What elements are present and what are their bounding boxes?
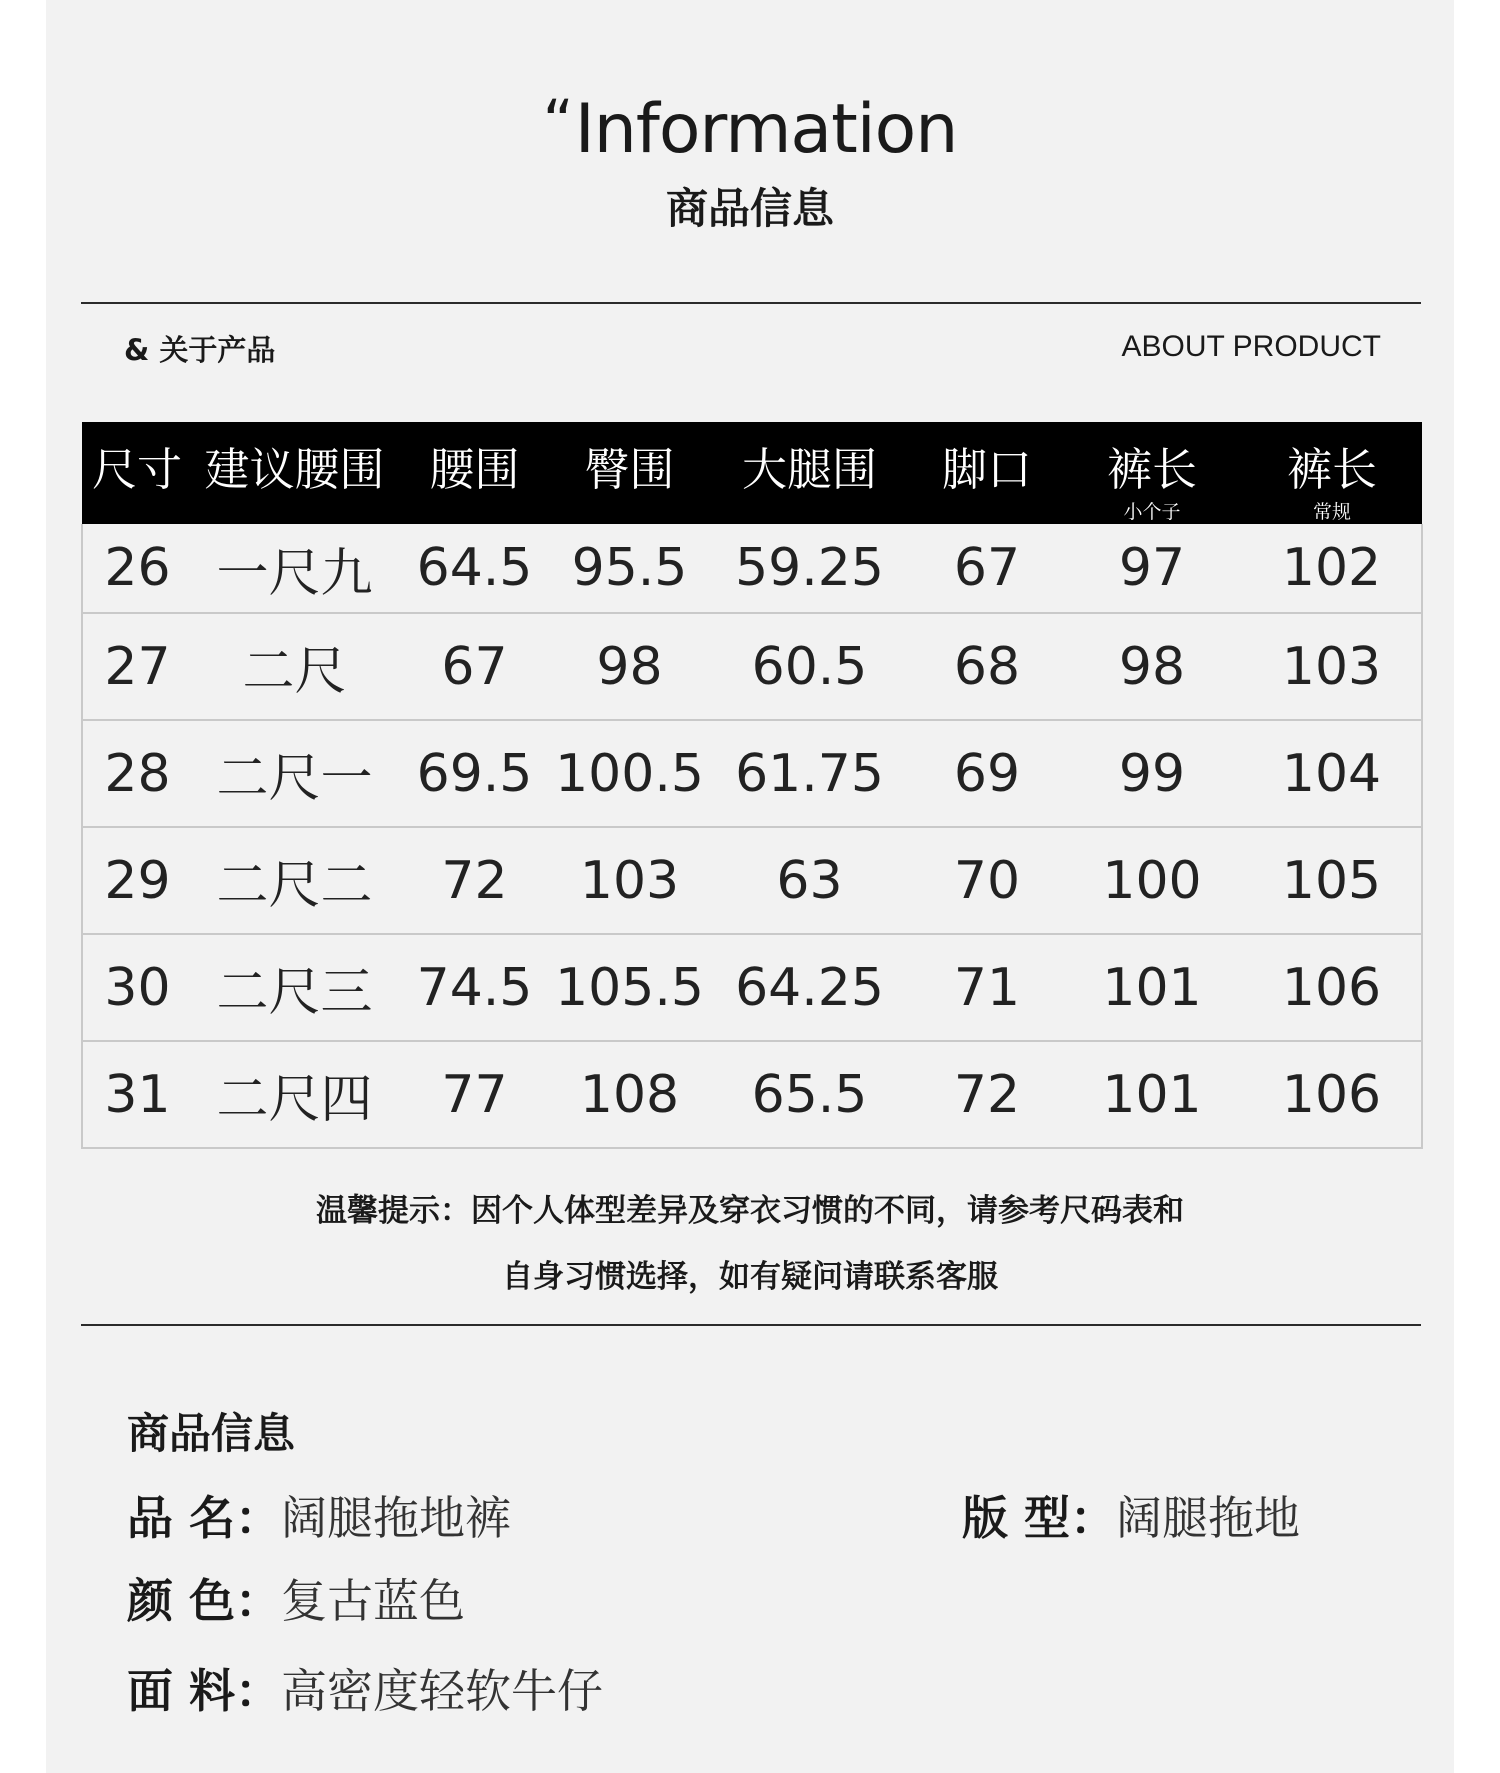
table-cell: 68: [912, 613, 1062, 720]
divider-bottom: [81, 1324, 1421, 1326]
product-fit-row: [962, 1491, 1301, 1545]
table-cell: 61.75: [707, 720, 912, 827]
col-header-size: 尺寸: [82, 422, 192, 524]
quote-mark: “: [542, 87, 573, 157]
page-title-cn: 商品信息: [665, 184, 834, 233]
table-cell: 67: [397, 613, 552, 720]
tip-line-2: 自身习惯选择，如有疑问请联系客服: [502, 1259, 998, 1295]
table-cell: 26: [104, 538, 171, 598]
product-color-value: 复古蓝色: [281, 1574, 466, 1628]
table-row: [82, 720, 1422, 827]
product-color-row: [127, 1574, 466, 1628]
product-color-label: 颜 色：: [127, 1574, 282, 1628]
product-name-row: [127, 1491, 512, 1545]
table-cell: 71: [912, 934, 1062, 1041]
product-fabric-value: 高密度轻软牛仔: [281, 1664, 604, 1718]
table-cell: 二尺三: [192, 934, 397, 1041]
table-cell: 105.5: [552, 934, 707, 1041]
table-cell: 99: [1062, 720, 1242, 827]
table-row: [82, 934, 1422, 1041]
product-name-value: 阔腿拖地裤: [281, 1491, 512, 1545]
table-cell: 67: [953, 538, 1021, 598]
table-cell: 30: [82, 934, 192, 1041]
table-cell: 59.25: [735, 538, 884, 598]
table-cell: 一尺九: [216, 543, 373, 604]
product-fabric-row: [127, 1664, 604, 1718]
col-header-length-petite: 裤长 小个子: [1062, 422, 1242, 524]
table-row: [82, 524, 1422, 613]
col-header-waist: 腰围: [397, 422, 552, 524]
table-cell: 70: [912, 827, 1062, 934]
table-cell: 106: [1242, 1041, 1422, 1148]
product-fit-value: 阔腿拖地: [1116, 1491, 1301, 1545]
table-cell: 103: [1242, 613, 1422, 720]
table-cell: 72: [397, 827, 552, 934]
table-cell: 二尺: [192, 613, 397, 720]
product-fit-label: 版 型：: [962, 1491, 1117, 1545]
table-cell: 95.5: [571, 538, 688, 598]
table-cell: 二尺四: [192, 1041, 397, 1148]
table-cell: 63: [707, 827, 912, 934]
about-label-en: ABOUT PRODUCT: [1121, 330, 1381, 363]
col-header-hip: 臀围: [552, 422, 707, 524]
table-cell: 31: [82, 1041, 192, 1148]
table-cell: 64.5: [416, 538, 533, 598]
table-cell: 64.25: [707, 934, 912, 1041]
col-header-thigh: 大腿围: [707, 422, 912, 524]
col-header-length-regular: 裤长 常规: [1242, 422, 1422, 524]
table-cell: 101: [1062, 1041, 1242, 1148]
table-cell: 108: [552, 1041, 707, 1148]
product-fabric-label: 面 料：: [127, 1664, 282, 1718]
table-cell: 98: [552, 613, 707, 720]
table-cell: 102: [1281, 538, 1382, 598]
divider-top: [81, 302, 1421, 304]
table-cell: 69.5: [397, 720, 552, 827]
table-row: [82, 1041, 1422, 1148]
table-cell: 100.5: [552, 720, 707, 827]
table-cell: 二尺一: [192, 720, 397, 827]
table-cell: 28: [82, 720, 192, 827]
table-cell: 103: [552, 827, 707, 934]
table-row: [82, 827, 1422, 934]
table-header-row: [82, 422, 1422, 524]
about-label-cn: & 关于产品: [124, 333, 276, 367]
col-header-suggested-waist: 建议腰围: [192, 422, 397, 524]
product-info-title: 商品信息: [127, 1409, 296, 1458]
content-panel: [46, 0, 1454, 1773]
col-header-hem: 脚口: [912, 422, 1062, 524]
table-cell: 104: [1242, 720, 1422, 827]
table-cell: 69: [912, 720, 1062, 827]
table-cell: 二尺二: [192, 827, 397, 934]
table-cell: 77: [397, 1041, 552, 1148]
table-cell: 101: [1062, 934, 1242, 1041]
table-cell: 27: [82, 613, 192, 720]
page-title-en: [46, 87, 1454, 169]
table-cell: 106: [1242, 934, 1422, 1041]
table-cell: 60.5: [707, 613, 912, 720]
product-name-label: 品 名：: [127, 1491, 282, 1545]
table-cell: 72: [912, 1041, 1062, 1148]
table-cell: 98: [1062, 613, 1242, 720]
table-cell: 100: [1062, 827, 1242, 934]
table-cell: 105: [1242, 827, 1422, 934]
title-text: Information: [574, 90, 958, 169]
table-cell: 65.5: [707, 1041, 912, 1148]
tip-line-1: 温馨提示：因个人体型差异及穿衣习惯的不同，请参考尺码表和: [316, 1193, 1184, 1229]
table-cell: 74.5: [397, 934, 552, 1041]
table-row: [82, 613, 1422, 720]
table-cell: 29: [82, 827, 192, 934]
table-cell: 97: [1118, 538, 1186, 598]
size-table: [81, 422, 1423, 1149]
